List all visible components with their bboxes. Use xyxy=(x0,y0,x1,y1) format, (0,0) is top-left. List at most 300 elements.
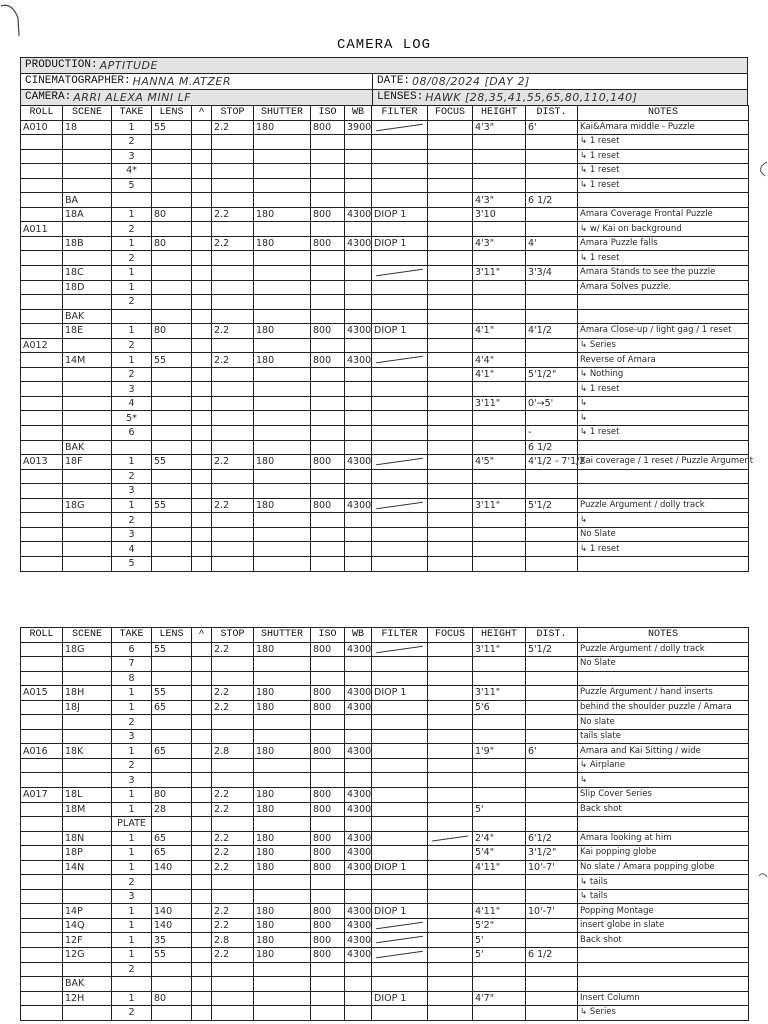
cell-stop xyxy=(212,266,254,281)
cell-lens xyxy=(152,135,192,150)
cell-take xyxy=(112,440,152,455)
cell-wb: 4300 xyxy=(345,207,372,222)
cell-iso xyxy=(311,440,345,455)
cell-dist xyxy=(526,309,578,324)
cell-focus xyxy=(428,309,473,324)
column-header-stop: STOP xyxy=(212,628,254,643)
cell-iso: 800 xyxy=(311,324,345,339)
cell-shutter xyxy=(254,396,311,411)
table-row xyxy=(21,860,749,875)
cell-notes: ↳ Nothing xyxy=(578,367,749,382)
cell-lens xyxy=(152,715,192,730)
cell-caret xyxy=(192,338,212,353)
cell-wb xyxy=(345,222,372,237)
cell-stop xyxy=(212,1006,254,1021)
cell-focus xyxy=(428,222,473,237)
cell-roll xyxy=(21,962,63,977)
table-row xyxy=(21,715,749,730)
cell-iso: 800 xyxy=(311,642,345,657)
cell-notes: ↳ xyxy=(578,396,749,411)
cell-take: 8 xyxy=(112,671,152,686)
cell-focus xyxy=(428,440,473,455)
cell-wb: 4300 xyxy=(345,498,372,513)
cell-shutter: 180 xyxy=(254,498,311,513)
cell-height xyxy=(473,149,526,164)
corner-pen-mark xyxy=(0,0,22,38)
cell-take: 1 xyxy=(112,831,152,846)
cell-dist: - xyxy=(526,426,578,441)
cell-focus xyxy=(428,120,473,135)
cell-height: 3'11" xyxy=(473,396,526,411)
cell-take: 2 xyxy=(112,1006,152,1021)
cell-shutter xyxy=(254,773,311,788)
cell-height xyxy=(473,440,526,455)
cell-iso xyxy=(311,251,345,266)
cell-caret xyxy=(192,527,212,542)
cell-dist xyxy=(526,889,578,904)
cell-height xyxy=(473,309,526,324)
table-row xyxy=(21,642,749,657)
cell-roll xyxy=(21,149,63,164)
cell-stop: 2.2 xyxy=(212,120,254,135)
cell-height xyxy=(473,251,526,266)
cell-dist xyxy=(526,222,578,237)
cell-wb xyxy=(345,367,372,382)
cell-caret xyxy=(192,280,212,295)
cell-height: 5' xyxy=(473,948,526,963)
table-row xyxy=(21,324,749,339)
cell-focus xyxy=(428,324,473,339)
cell-scene: BAK xyxy=(63,309,112,324)
cell-take: 4 xyxy=(112,396,152,411)
cell-height xyxy=(473,411,526,426)
table-row xyxy=(21,222,749,237)
cell-dist xyxy=(526,1006,578,1021)
cell-lens xyxy=(152,149,192,164)
column-header-take: TAKE xyxy=(112,628,152,643)
cell-wb: 4300 xyxy=(345,236,372,251)
cell-filter xyxy=(372,164,428,179)
cell-scene xyxy=(63,469,112,484)
cell-lens xyxy=(152,367,192,382)
table-row xyxy=(21,353,749,368)
cell-focus xyxy=(428,338,473,353)
date-label: DATE: xyxy=(377,75,411,87)
cell-roll: A017 xyxy=(21,788,63,803)
table-row xyxy=(21,309,749,324)
cell-stop xyxy=(212,440,254,455)
camera-label: CAMERA: xyxy=(25,91,72,103)
cell-shutter xyxy=(254,367,311,382)
cell-dist xyxy=(526,149,578,164)
cell-caret xyxy=(192,382,212,397)
cell-lens: 80 xyxy=(152,324,192,339)
cell-caret xyxy=(192,396,212,411)
cell-lens xyxy=(152,657,192,672)
cell-shutter xyxy=(254,411,311,426)
cell-dist xyxy=(526,918,578,933)
cell-caret xyxy=(192,484,212,499)
cell-dist xyxy=(526,802,578,817)
cell-shutter: 180 xyxy=(254,918,311,933)
cell-wb xyxy=(345,758,372,773)
cell-roll xyxy=(21,367,63,382)
column-header-wb: WB xyxy=(345,628,372,643)
cell-caret xyxy=(192,222,212,237)
cell-roll xyxy=(21,382,63,397)
cell-lens: 55 xyxy=(152,948,192,963)
cell-filter xyxy=(372,353,428,368)
cell-roll xyxy=(21,542,63,557)
cell-filter xyxy=(372,962,428,977)
cell-take xyxy=(112,193,152,208)
cell-caret xyxy=(192,889,212,904)
cell-notes: behind the shoulder puzzle / Amara xyxy=(578,700,749,715)
cell-caret xyxy=(192,948,212,963)
cell-notes: ↳ Airplane xyxy=(578,758,749,773)
production-field xyxy=(21,58,747,73)
cell-stop xyxy=(212,426,254,441)
cell-dist: 5'1/2 xyxy=(526,642,578,657)
production-header xyxy=(20,57,748,105)
cell-shutter xyxy=(254,426,311,441)
cell-notes xyxy=(578,556,749,571)
cell-filter xyxy=(372,729,428,744)
cell-wb xyxy=(345,396,372,411)
cell-caret xyxy=(192,715,212,730)
cell-caret xyxy=(192,426,212,441)
cell-take: 5 xyxy=(112,556,152,571)
cell-caret xyxy=(192,251,212,266)
cell-roll xyxy=(21,426,63,441)
cell-scene xyxy=(63,411,112,426)
cell-lens xyxy=(152,671,192,686)
cell-dist: 6' xyxy=(526,120,578,135)
table-row xyxy=(21,831,749,846)
cell-height xyxy=(473,657,526,672)
cell-lens xyxy=(152,396,192,411)
cell-iso xyxy=(311,309,345,324)
cell-notes: No Slate xyxy=(578,527,749,542)
cell-wb xyxy=(345,411,372,426)
cell-dist: 3'3/4 xyxy=(526,266,578,281)
cell-stop xyxy=(212,527,254,542)
table-row xyxy=(21,149,749,164)
cell-caret xyxy=(192,135,212,150)
cell-caret xyxy=(192,642,212,657)
cell-wb xyxy=(345,426,372,441)
cell-filter xyxy=(372,977,428,992)
cell-take xyxy=(112,977,152,992)
cell-iso: 800 xyxy=(311,802,345,817)
cell-shutter: 180 xyxy=(254,686,311,701)
cell-scene: BAK xyxy=(63,977,112,992)
table-row xyxy=(21,977,749,992)
cell-caret xyxy=(192,149,212,164)
production-value: APTITUDE xyxy=(99,59,158,72)
cell-caret xyxy=(192,469,212,484)
cell-height: 5'6 xyxy=(473,700,526,715)
cell-lens xyxy=(152,542,192,557)
cell-lens xyxy=(152,977,192,992)
column-header-focus: FOCUS xyxy=(428,628,473,643)
cell-dist xyxy=(526,513,578,528)
cell-shutter xyxy=(254,178,311,193)
cell-focus xyxy=(428,266,473,281)
cell-height xyxy=(473,338,526,353)
cell-shutter xyxy=(254,715,311,730)
production-label: PRODUCTION: xyxy=(25,59,98,71)
cell-caret xyxy=(192,353,212,368)
table-row xyxy=(21,426,749,441)
cell-take: 1 xyxy=(112,948,152,963)
cell-caret xyxy=(192,657,212,672)
cell-dist xyxy=(526,469,578,484)
cell-caret xyxy=(192,744,212,759)
cell-dist xyxy=(526,729,578,744)
slash-mark xyxy=(376,501,423,509)
cell-roll xyxy=(21,309,63,324)
cell-scene xyxy=(63,295,112,310)
cell-notes xyxy=(578,817,749,832)
cell-caret xyxy=(192,802,212,817)
cell-wb: 4300 xyxy=(345,802,372,817)
cell-height xyxy=(473,889,526,904)
cell-shutter xyxy=(254,513,311,528)
cell-stop: 2.8 xyxy=(212,933,254,948)
cell-focus xyxy=(428,498,473,513)
cell-dist: 4'1/2 xyxy=(526,324,578,339)
cell-shutter xyxy=(254,657,311,672)
cell-height: 4'3" xyxy=(473,193,526,208)
cell-filter xyxy=(372,513,428,528)
cell-wb xyxy=(345,513,372,528)
cell-dist xyxy=(526,527,578,542)
cell-dist: 4'1/2 - 7'1/2 xyxy=(526,455,578,470)
cell-height: 3'11" xyxy=(473,686,526,701)
cell-notes: insert globe in slate xyxy=(578,918,749,933)
cell-focus xyxy=(428,527,473,542)
cell-dist xyxy=(526,251,578,266)
cell-focus xyxy=(428,977,473,992)
cell-scene: 18G xyxy=(63,642,112,657)
table-row xyxy=(21,455,749,470)
cell-wb: 4300 xyxy=(345,455,372,470)
cell-focus xyxy=(428,962,473,977)
cell-filter xyxy=(372,933,428,948)
cell-roll: A010 xyxy=(21,120,63,135)
cell-roll xyxy=(21,991,63,1006)
cell-notes xyxy=(578,484,749,499)
column-header-row xyxy=(21,106,749,121)
cell-scene: BA xyxy=(63,193,112,208)
column-header-scene: SCENE xyxy=(63,106,112,121)
cell-notes: Amara and Kai Sitting / wide xyxy=(578,744,749,759)
cell-shutter xyxy=(254,889,311,904)
cell-take: 1 xyxy=(112,353,152,368)
cell-shutter xyxy=(254,542,311,557)
cell-take: 1 xyxy=(112,236,152,251)
cell-stop xyxy=(212,977,254,992)
cell-dist: 6 1/2 xyxy=(526,440,578,455)
cell-shutter xyxy=(254,817,311,832)
table-row xyxy=(21,846,749,861)
cinematographer-value: HANNA M.ATZER xyxy=(132,75,231,88)
cell-dist xyxy=(526,164,578,179)
cell-take: 4* xyxy=(112,164,152,179)
cell-focus xyxy=(428,860,473,875)
cell-filter: DIOP 1 xyxy=(372,324,428,339)
slash-mark xyxy=(376,356,423,364)
column-header-wb: WB xyxy=(345,106,372,121)
table-row xyxy=(21,933,749,948)
cell-wb: 3900 xyxy=(345,120,372,135)
cell-filter xyxy=(372,817,428,832)
cell-roll xyxy=(21,817,63,832)
cell-caret xyxy=(192,178,212,193)
cell-height xyxy=(473,729,526,744)
cell-notes: Reverse of Amara xyxy=(578,353,749,368)
cell-dist: 6 1/2 xyxy=(526,948,578,963)
column-header-dist: DIST. xyxy=(526,628,578,643)
cell-height xyxy=(473,977,526,992)
cell-caret xyxy=(192,904,212,919)
cell-height xyxy=(473,484,526,499)
cell-caret xyxy=(192,846,212,861)
cell-caret xyxy=(192,860,212,875)
cell-focus xyxy=(428,657,473,672)
camera-field xyxy=(21,90,372,105)
cell-filter xyxy=(372,788,428,803)
table-row xyxy=(21,207,749,222)
cell-notes xyxy=(578,309,749,324)
column-header-take: TAKE xyxy=(112,106,152,121)
cell-lens xyxy=(152,426,192,441)
cell-focus xyxy=(428,773,473,788)
cell-caret xyxy=(192,875,212,890)
cell-filter xyxy=(372,773,428,788)
cell-take: 2 xyxy=(112,222,152,237)
cell-roll xyxy=(21,773,63,788)
cell-shutter: 180 xyxy=(254,933,311,948)
cell-caret xyxy=(192,513,212,528)
cell-shutter xyxy=(254,991,311,1006)
cell-lens: 80 xyxy=(152,788,192,803)
cell-stop xyxy=(212,715,254,730)
cell-dist: 4' xyxy=(526,236,578,251)
cell-filter xyxy=(372,875,428,890)
cell-iso xyxy=(311,889,345,904)
cell-take: 2 xyxy=(112,513,152,528)
cell-roll xyxy=(21,831,63,846)
cell-roll xyxy=(21,875,63,890)
cell-notes: Kai&Amara middle - Puzzle xyxy=(578,120,749,135)
cell-dist xyxy=(526,875,578,890)
cell-shutter xyxy=(254,469,311,484)
cell-height xyxy=(473,1006,526,1021)
cell-roll xyxy=(21,556,63,571)
cell-dist xyxy=(526,207,578,222)
cell-wb xyxy=(345,556,372,571)
cell-height: 4'11" xyxy=(473,904,526,919)
cell-scene xyxy=(63,657,112,672)
cell-take: 1 xyxy=(112,788,152,803)
cell-height: 1'9" xyxy=(473,744,526,759)
cell-take: 2 xyxy=(112,367,152,382)
cell-lens xyxy=(152,164,192,179)
table-row xyxy=(21,729,749,744)
cell-lens: 140 xyxy=(152,904,192,919)
cell-lens xyxy=(152,411,192,426)
cell-shutter xyxy=(254,338,311,353)
cell-caret xyxy=(192,686,212,701)
cell-caret xyxy=(192,207,212,222)
cell-focus xyxy=(428,671,473,686)
cell-scene xyxy=(63,426,112,441)
cell-notes: ↳ w/ Kai on background xyxy=(578,222,749,237)
cell-scene: 12G xyxy=(63,948,112,963)
column-header-roll: ROLL xyxy=(21,106,63,121)
cell-notes: ↳ Series xyxy=(578,1006,749,1021)
date-value: 08/08/2024 [DAY 2] xyxy=(412,75,530,88)
cell-focus xyxy=(428,513,473,528)
cell-roll xyxy=(21,135,63,150)
cell-height: 3'10 xyxy=(473,207,526,222)
cell-focus xyxy=(428,164,473,179)
cell-dist xyxy=(526,671,578,686)
cell-take: 1 xyxy=(112,324,152,339)
cell-wb xyxy=(345,440,372,455)
cell-lens xyxy=(152,382,192,397)
cell-filter xyxy=(372,918,428,933)
cell-lens xyxy=(152,556,192,571)
cell-lens xyxy=(152,875,192,890)
cell-dist: 6'1/2 xyxy=(526,831,578,846)
cell-filter xyxy=(372,889,428,904)
cell-caret xyxy=(192,193,212,208)
cell-caret xyxy=(192,295,212,310)
cell-roll xyxy=(21,948,63,963)
cell-height xyxy=(473,962,526,977)
cell-height: 4'4" xyxy=(473,353,526,368)
cell-notes: Kai coverage / 1 reset / Puzzle Argument xyxy=(578,455,749,470)
cell-caret xyxy=(192,498,212,513)
cell-filter xyxy=(372,715,428,730)
cell-stop: 2.2 xyxy=(212,324,254,339)
cell-roll xyxy=(21,411,63,426)
cell-lens: 80 xyxy=(152,207,192,222)
cell-roll xyxy=(21,657,63,672)
cell-filter xyxy=(372,758,428,773)
cell-lens xyxy=(152,295,192,310)
cell-notes xyxy=(578,193,749,208)
cell-caret xyxy=(192,788,212,803)
cell-lens xyxy=(152,527,192,542)
cell-height xyxy=(473,758,526,773)
cell-take: 3 xyxy=(112,889,152,904)
cell-iso: 800 xyxy=(311,207,345,222)
cell-iso xyxy=(311,426,345,441)
cell-scene xyxy=(63,164,112,179)
cell-roll xyxy=(21,527,63,542)
slash-mark xyxy=(376,951,423,959)
cell-take: 6 xyxy=(112,642,152,657)
cell-notes: Amara Solves puzzle. xyxy=(578,280,749,295)
cell-filter xyxy=(372,527,428,542)
cell-take xyxy=(112,309,152,324)
cell-iso xyxy=(311,135,345,150)
cell-notes: No slate / Amara popping globe xyxy=(578,860,749,875)
